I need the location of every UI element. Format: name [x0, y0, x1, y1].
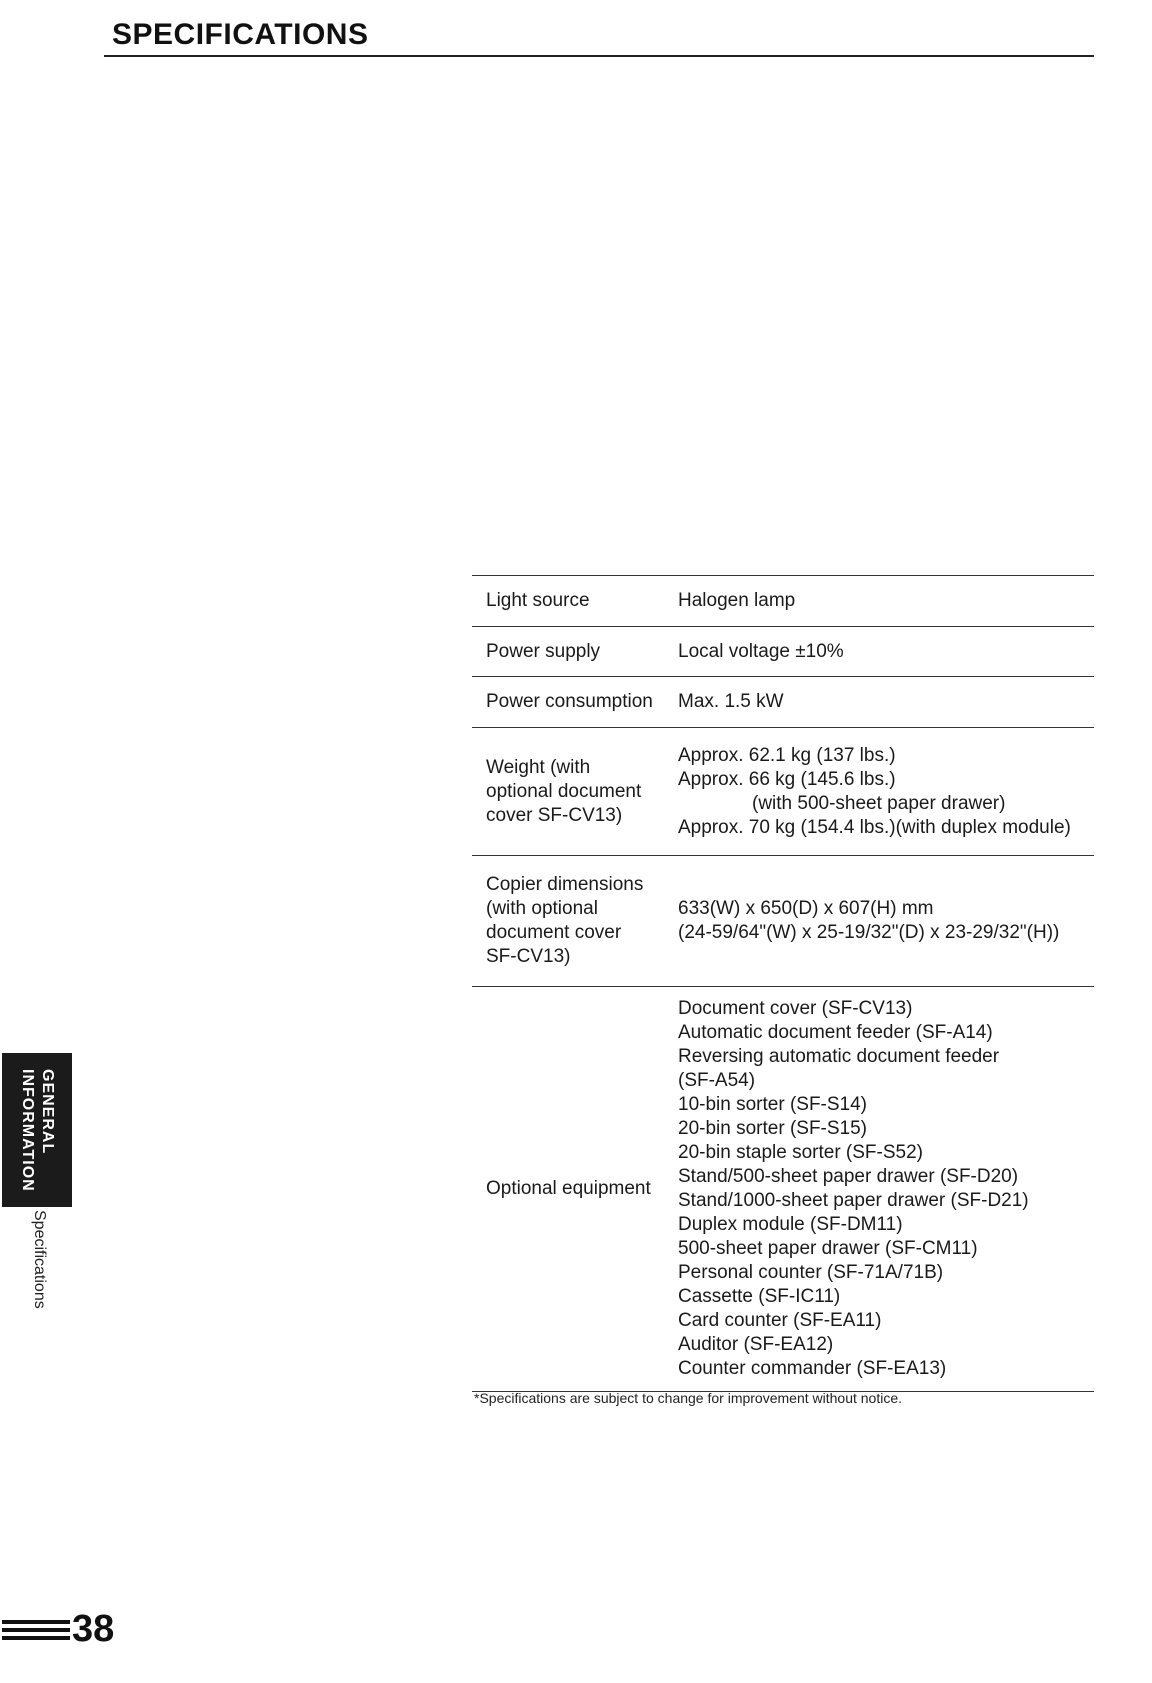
label-line: optional document — [486, 780, 642, 802]
label-line: Power consumption — [486, 691, 653, 712]
value-line: Auditor (SF-EA12) — [678, 1334, 834, 1355]
spec-label — [472, 987, 678, 1392]
spec-label — [472, 856, 678, 987]
value-line: Automatic document feeder (SF-A14) — [678, 1022, 993, 1043]
value-line: (24-59/64"(W) x 25-19/32"(D) x 23-29/32"(H)) — [678, 922, 1060, 943]
label-line: Optional equipment — [486, 1178, 651, 1199]
spec-value — [678, 856, 1094, 987]
value-line: 10-bin sorter (SF-S14) — [678, 1094, 868, 1115]
value-line: Local voltage ±10% — [678, 640, 844, 662]
section-tab — [2, 1053, 72, 1207]
value-line: 633(W) x 650(D) x 607(H) mm — [678, 898, 934, 919]
value-line: Approx. 62.1 kg (137 lbs.) — [678, 744, 896, 766]
spec-label — [472, 627, 678, 677]
page-number-block — [2, 1608, 114, 1651]
label-line: (with optional — [486, 898, 598, 919]
section-tab-line: INFORMATION — [19, 1068, 36, 1192]
table-row — [472, 576, 1094, 627]
spec-label — [472, 728, 678, 856]
page-title: SPECIFICATIONS — [112, 18, 369, 51]
spec-label — [472, 677, 678, 728]
value-line: (with 500-sheet paper drawer) — [752, 792, 1006, 814]
spec-value — [678, 576, 1094, 627]
spec-value — [678, 677, 1094, 728]
spec-value — [678, 728, 1094, 856]
table-row — [472, 627, 1094, 677]
label-line: cover SF-CV13) — [486, 804, 623, 826]
label-line: Copier dimensions — [486, 874, 644, 895]
value-line: 500-sheet paper drawer (SF-CM11) — [678, 1238, 978, 1259]
value-line: Personal counter (SF-71A/71B) — [678, 1262, 944, 1283]
page-number: 38 — [72, 1608, 115, 1650]
value-line: (SF-A54) — [678, 1070, 756, 1091]
spec-label — [472, 576, 678, 627]
value-line: Document cover (SF-CV13) — [678, 998, 913, 1019]
specifications-table — [472, 575, 1094, 1392]
table-row — [472, 987, 1094, 1392]
value-line: Card counter (SF-EA11) — [678, 1310, 882, 1331]
value-line: Stand/1000-sheet paper drawer (SF-D21) — [678, 1190, 1029, 1211]
section-tab-label — [17, 1069, 57, 1192]
label-line: Power supply — [486, 640, 601, 662]
label-line: Light source — [486, 590, 590, 611]
value-line: Approx. 70 kg (154.4 lbs.)(with duplex module) — [678, 816, 1071, 838]
label-line: Weight (with — [486, 756, 591, 778]
label-line: SF-CV13) — [486, 946, 571, 967]
footnote: *Specifications are subject to change for improvement without notice. — [474, 1390, 903, 1406]
value-line: Stand/500-sheet paper drawer (SF-D20) — [678, 1166, 1019, 1187]
title-rule — [104, 55, 1094, 57]
spec-value — [678, 987, 1094, 1392]
value-line: Max. 1.5 kW — [678, 691, 784, 712]
value-line: Halogen lamp — [678, 590, 796, 611]
value-line: Counter commander (SF-EA13) — [678, 1358, 947, 1379]
table-row — [472, 728, 1094, 856]
table-row — [472, 856, 1094, 987]
value-line: Approx. 66 kg (145.6 lbs.) — [678, 768, 896, 790]
subsection-label: Specifications — [31, 1210, 48, 1309]
value-line: Reversing automatic document feeder — [678, 1046, 1000, 1067]
value-line: 20-bin sorter (SF-S15) — [678, 1118, 868, 1139]
label-line: document cover — [486, 922, 622, 943]
value-line: Cassette (SF-IC11) — [678, 1286, 841, 1307]
value-line: Duplex module (SF-DM11) — [678, 1214, 903, 1235]
section-tab-line: GENERAL — [39, 1068, 56, 1154]
value-line: 20-bin staple sorter (SF-S52) — [678, 1142, 923, 1163]
spec-value — [678, 627, 1094, 677]
table-row — [472, 677, 1094, 728]
page-number-rules — [2, 1620, 70, 1640]
